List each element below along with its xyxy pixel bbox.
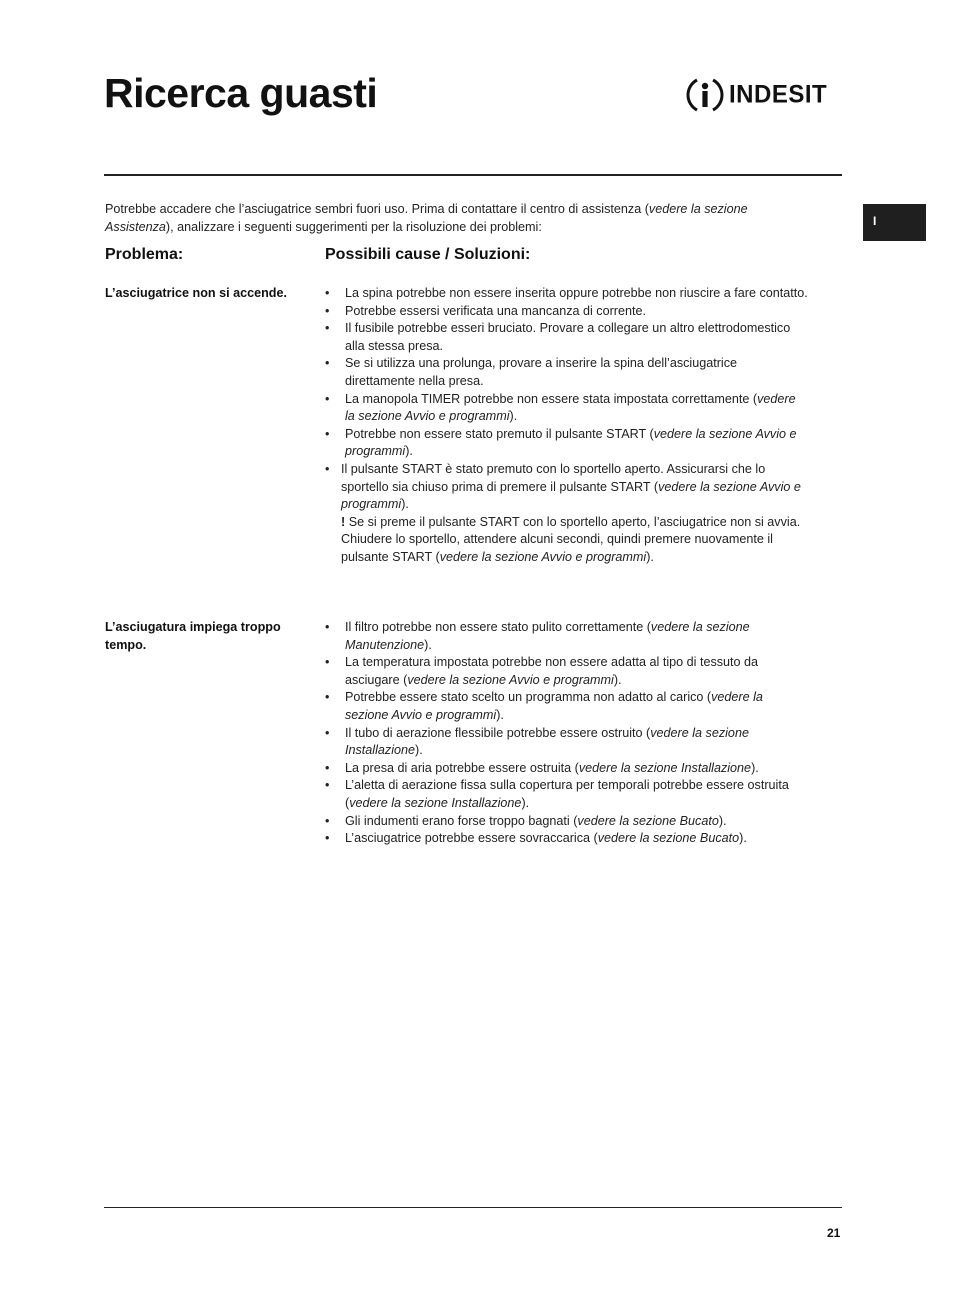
language-tab: I (863, 204, 926, 241)
warning-mark: ! (341, 514, 346, 529)
cause-item: • Potrebbe essere stato scelto un programma non adatto al carico (vedere la sezione Avvio e programmi). (323, 689, 808, 724)
solutions-column-heading: Possibili cause / Soluzioni: (325, 246, 531, 263)
page-number: 21 (827, 1226, 841, 1240)
cause-item: • La manopola TIMER potrebbe non essere stata impostata correttamente (vedere la sezione Avvio e programmi). (323, 391, 808, 426)
cause-item: • Potrebbe essersi verificata una mancanza di corrente. (323, 303, 808, 321)
problem-title: L’asciugatrice non si accende. (105, 286, 287, 300)
problem-column-heading: Problema: (105, 246, 184, 263)
brand-logo (685, 75, 827, 115)
causes-list (323, 285, 808, 567)
cause-item: • La spina potrebbe non essere inserita oppure potrebbe non riuscire a fare contatto. (323, 285, 808, 303)
header-divider (104, 174, 842, 176)
page-title: Ricerca guasti (104, 70, 378, 116)
cause-item: • Se si utilizza una prolunga, provare a inserire la spina dell’asciugatrice direttamente nella presa. (323, 355, 808, 390)
cause-item: • Il tubo di aerazione flessibile potrebbe essere ostruito (vedere la sezione Installazione). (323, 725, 808, 760)
brand-wordmark: INDESIT (729, 80, 828, 109)
cause-item: • L’aletta di aerazione fissa sulla copertura per temporali potrebbe essere ostruita (vedere la sezione Installazione). (323, 777, 808, 812)
intro-paragraph: Potrebbe accadere che l’asciugatrice sembri fuori uso. Prima di contattare il centro di assistenza (vedere la sezione Assistenza), analizzare i seguenti suggerimenti per la risoluzione dei problemi: (105, 202, 748, 234)
warning-text: Se si preme il pulsante START con lo sportello aperto, l’asciugatrice non si avvia. Chiudere lo sportello, attendere alcuni secondi, quindi premere nuovamente il pulsante START ( (341, 514, 801, 564)
cause-item: • Il filtro potrebbe non essere stato pulito correttamente (vedere la sezione Manutenzione). (323, 619, 808, 654)
footer-divider (104, 1207, 842, 1208)
cause-item: • Il fusibile potrebbe esseri bruciato. Provare a collegare un altro elettrodomestico alla stessa presa. (323, 320, 808, 355)
cause-item: • Il pulsante START è stato premuto con lo sportello aperto. Assicurarsi che lo sportello sia chiuso prima di premere il pulsante START (vedere la sezione Avvio e programmi). ! Se si preme il pulsante START con lo sportello aperto, l’asciugatrice non si avvia. Chiudere lo sportello, attendere alcuni secondi, quindi premere nuovamente il pulsante START (vedere la sezione Avvio e programmi). (323, 461, 808, 567)
cause-item: • Potrebbe non essere stato premuto il pulsante START (vedere la sezione Avvio e programmi). (323, 426, 808, 461)
causes-list (323, 619, 808, 848)
cause-item: • La temperatura impostata potrebbe non essere adatta al tipo di tessuto da asciugare (vedere la sezione Avvio e programmi). (323, 654, 808, 689)
indesit-logo-icon (685, 75, 725, 115)
cause-item: • L’asciugatrice potrebbe essere sovraccarica (vedere la sezione Bucato). (323, 830, 808, 848)
cause-item: • La presa di aria potrebbe essere ostruita (vedere la sezione Installazione). (323, 760, 808, 778)
problem-title: L’asciugatura impiega troppo tempo. (105, 620, 281, 652)
cause-item: • Gli indumenti erano forse troppo bagnati (vedere la sezione Bucato). (323, 813, 808, 831)
